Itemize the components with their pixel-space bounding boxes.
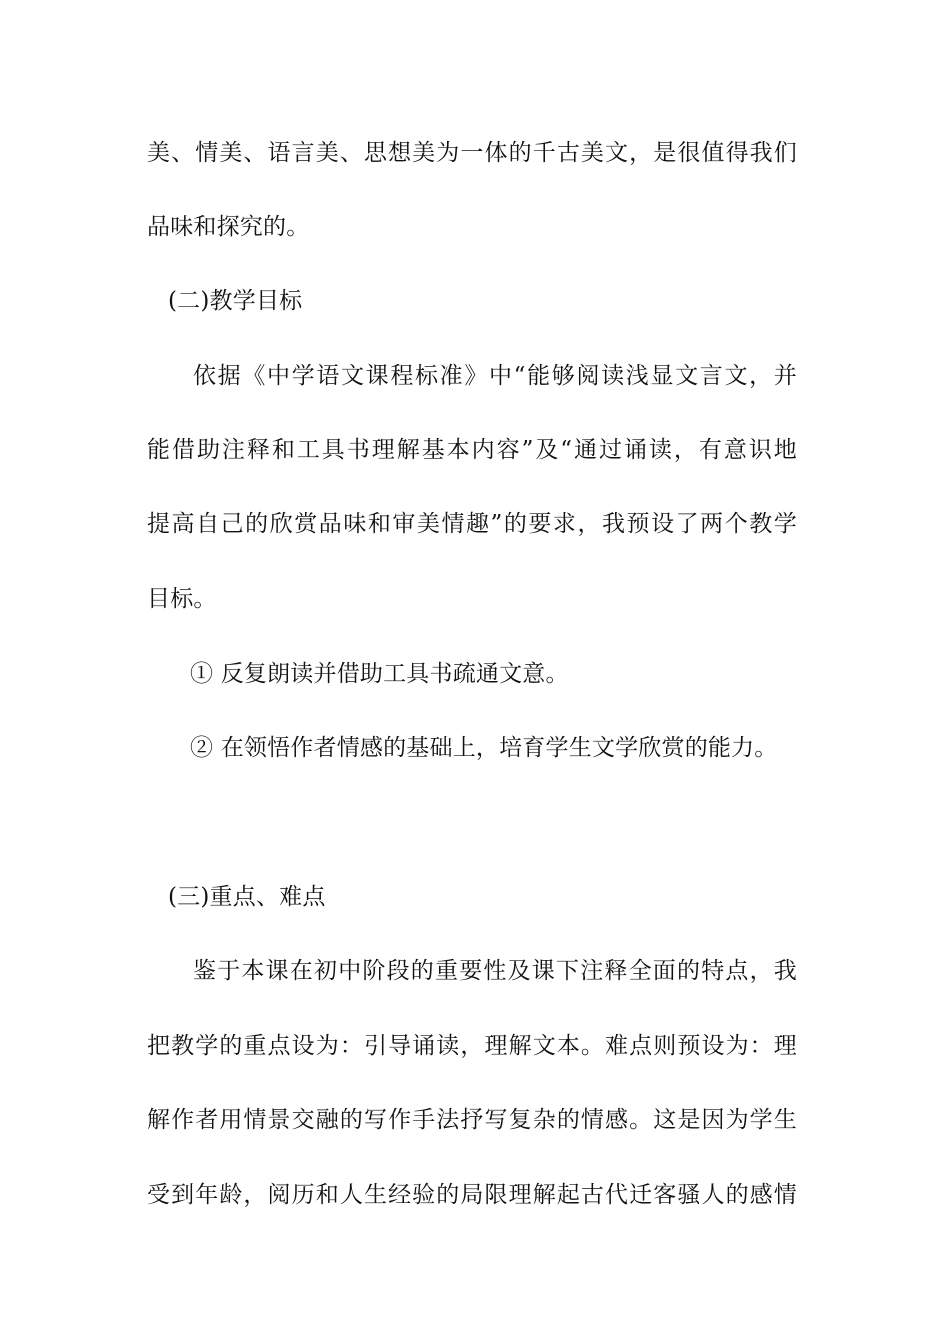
section-heading-teaching-goals: (二)教学目标 [168, 288, 303, 314]
goal-item-1: ① 反复朗读并借助工具书疏通文意。 [190, 661, 569, 687]
paragraph-line: 能借助注释和工具书理解基本内容”及“通过诵读，有意识地 [147, 437, 797, 463]
paragraph-line: 品味和探究的。 [147, 214, 310, 240]
paragraph-line: 解作者用情景交融的写作手法抒写复杂的情感。这是因为学生 [147, 1107, 797, 1133]
paragraph-line: 受到年龄，阅历和人生经验的局限理解起古代迁客骚人的感情 [147, 1182, 797, 1208]
paragraph-line: 美、情美、语言美、思想美为一体的千古美文，是很值得我们 [147, 140, 797, 166]
paragraph-line: 提高自己的欣赏品味和审美情趣”的要求，我预设了两个教学 [147, 511, 797, 537]
paragraph-line: 把教学的重点设为：引导诵读，理解文本。难点则预设为：理 [147, 1033, 797, 1059]
section-heading-key-points: (三)重点、难点 [168, 884, 326, 910]
paragraph-line: 目标。 [147, 586, 217, 612]
paragraph-line: 鉴于本课在初中阶段的重要性及课下注释全面的特点，我 [193, 958, 797, 984]
paragraph-line: 依据《中学语文课程标准》中“能够阅读浅显文言文，并 [193, 363, 797, 389]
goal-item-2: ② 在领悟作者情感的基础上，培育学生文学欣赏的能力。 [190, 735, 778, 761]
